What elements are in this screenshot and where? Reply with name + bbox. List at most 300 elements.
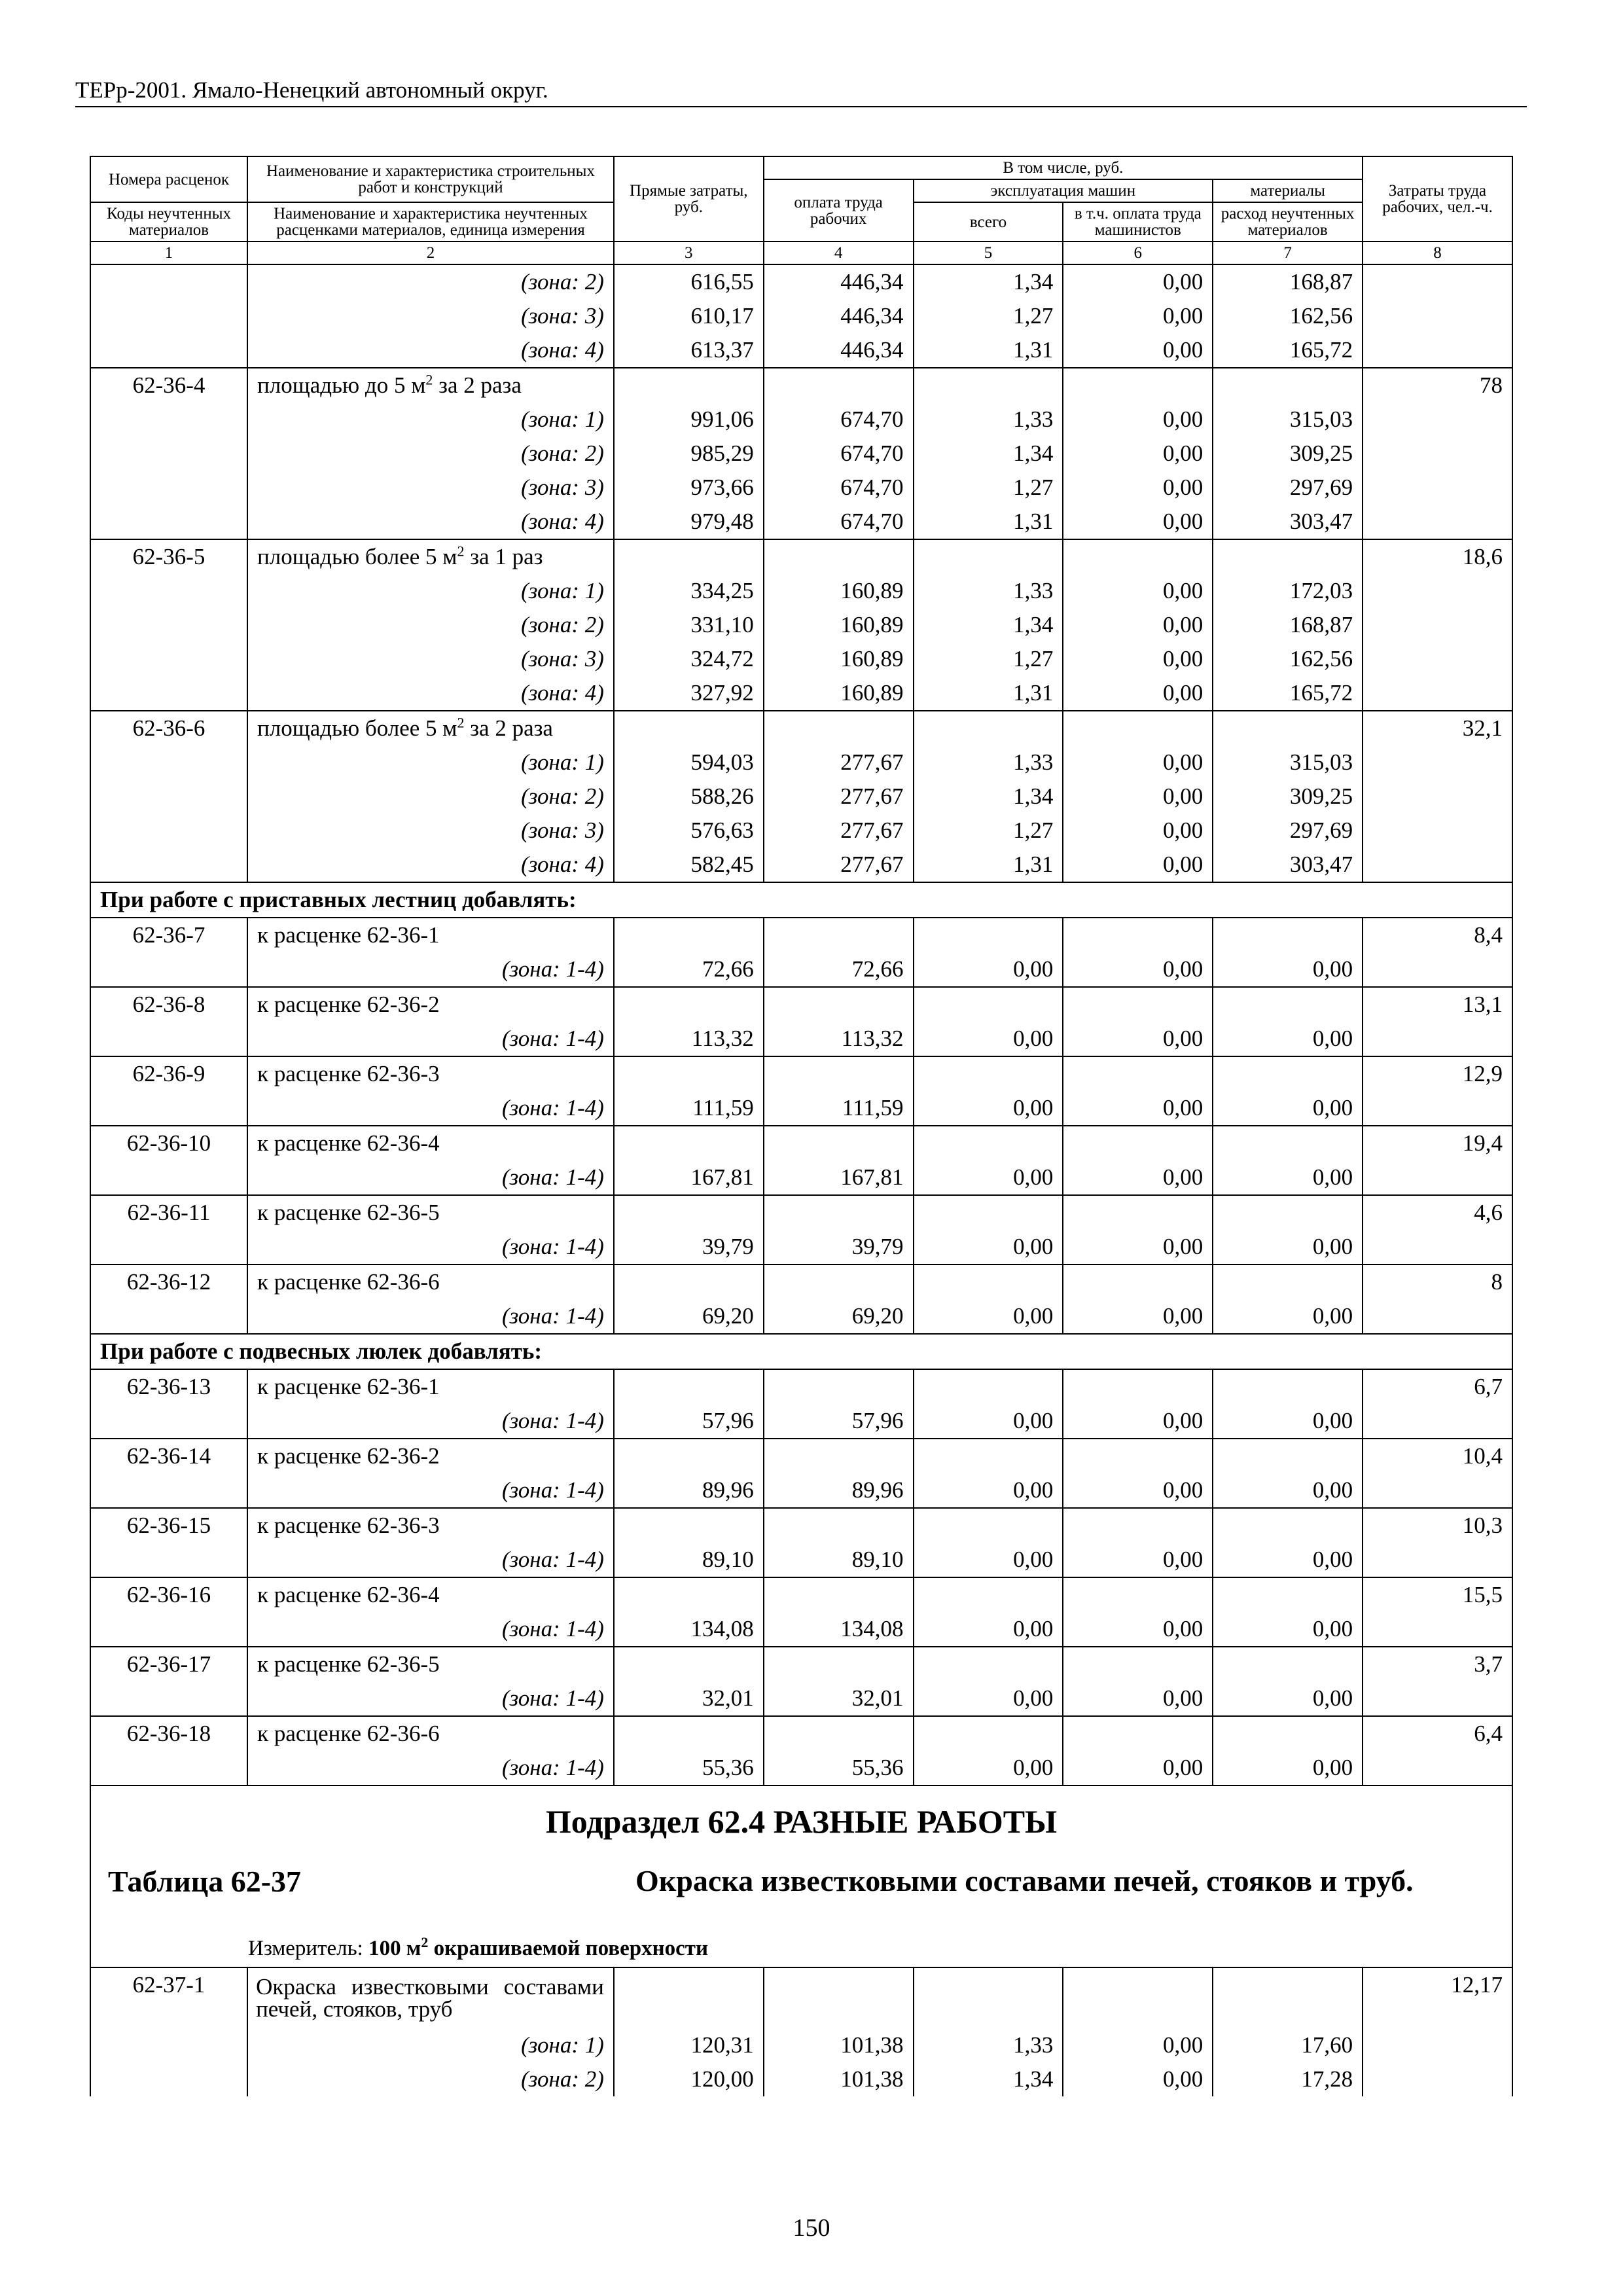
material-cost: 309,25 <box>1213 780 1363 814</box>
rate-code: 62-36-11 <box>90 1195 247 1230</box>
rate-title-row <box>90 1369 1512 1404</box>
wage-cost: 39,79 <box>764 1230 914 1265</box>
empty-cell <box>1063 987 1213 1022</box>
rate-code: 62-36-8 <box>90 987 247 1022</box>
machine-cost: 1,33 <box>914 745 1063 780</box>
measure-line: Измеритель: 100 $м^2$ окрашиваемой поверхности <box>90 1930 1512 1967</box>
machinist-cost: 0,00 <box>1063 2062 1213 2096</box>
machine-cost: 0,00 <box>914 1230 1063 1265</box>
section-cradles <box>90 1334 1512 1369</box>
empty-cell <box>614 1577 764 1612</box>
rate-code: 62-36-9 <box>90 1056 247 1091</box>
zone-label: (зона: 1-4) <box>247 1022 614 1056</box>
subsection-title: Подраздел 62.4 РАЗНЫЕ РАБОТЫ <box>90 1785 1512 1857</box>
material-cost: 162,56 <box>1213 642 1363 676</box>
zone-row <box>90 2062 1512 2096</box>
wage-cost: 160,89 <box>764 574 914 608</box>
wage-cost: 674,70 <box>764 505 914 539</box>
zone-label: (зона: 3) <box>247 471 614 505</box>
section-heading-row <box>90 1334 1512 1369</box>
machine-cost: 0,00 <box>914 1160 1063 1195</box>
direct-cost: 985,29 <box>614 437 764 471</box>
labor-value: 12,9 <box>1363 1056 1512 1091</box>
material-cost: 0,00 <box>1213 1404 1363 1439</box>
empty-cell <box>764 1508 914 1543</box>
material-cost: 0,00 <box>1213 1230 1363 1265</box>
col-num: 2 <box>247 242 614 264</box>
empty-cell <box>1213 918 1363 952</box>
wage-cost: 277,67 <box>764 814 914 848</box>
direct-cost: 120,00 <box>614 2062 764 2096</box>
direct-cost: 331,10 <box>614 608 764 642</box>
machinist-cost: 0,00 <box>1063 1612 1213 1647</box>
section-heading: При работе с приставных лестниц добавлять: <box>90 882 1512 918</box>
empty-cell <box>1063 1265 1213 1299</box>
rate-code: 62-36-4 <box>90 368 247 403</box>
empty-cell <box>764 1126 914 1160</box>
code-cell <box>90 1612 247 1647</box>
wage-cost: 89,10 <box>764 1543 914 1577</box>
rate-code: 62-36-10 <box>90 1126 247 1160</box>
table-header <box>90 156 1512 264</box>
labor-value: 6,7 <box>1363 1369 1512 1404</box>
empty-cell <box>614 1369 764 1404</box>
wage-cost: 446,34 <box>764 264 914 299</box>
hdr-materials: материалы <box>1213 179 1363 202</box>
zone-row <box>90 471 1512 505</box>
zone-label: (зона: 3) <box>247 299 614 333</box>
zone-label: (зона: 1-4) <box>247 1230 614 1265</box>
labor-value: 10,3 <box>1363 1508 1512 1543</box>
rate-code: 62-36-16 <box>90 1577 247 1612</box>
rate-name: к расценке 62-36-6 <box>247 1716 614 1751</box>
empty-cell <box>1213 1647 1363 1681</box>
machine-cost: 1,33 <box>914 574 1063 608</box>
direct-cost: 610,17 <box>614 299 764 333</box>
empty-cell <box>1213 1126 1363 1160</box>
zone-row <box>90 848 1512 882</box>
direct-cost: 616,55 <box>614 264 764 299</box>
material-cost: 168,87 <box>1213 264 1363 299</box>
direct-cost: 39,79 <box>614 1230 764 1265</box>
empty-cell <box>1063 1716 1213 1751</box>
col-num: 3 <box>614 242 764 264</box>
hdr-machines: эксплуатация машин <box>914 179 1213 202</box>
empty-cell <box>764 987 914 1022</box>
zone-label: (зона: 1-4) <box>247 1612 614 1647</box>
rate-name: площадью до 5 $м^2$ за 2 раза <box>247 368 614 403</box>
machinist-cost: 0,00 <box>1063 1022 1213 1056</box>
wage-cost: 277,67 <box>764 848 914 882</box>
labor-cell <box>1363 1091 1512 1126</box>
wage-cost: 32,01 <box>764 1681 914 1716</box>
code-cell <box>90 1681 247 1716</box>
rate-code: 62-36-13 <box>90 1369 247 1404</box>
machine-cost: 1,27 <box>914 642 1063 676</box>
zone-row <box>90 608 1512 642</box>
empty-cell <box>614 918 764 952</box>
zone-label: (зона: 4) <box>247 848 614 882</box>
machinist-cost: 0,00 <box>1063 471 1213 505</box>
labor-cell <box>1363 1543 1512 1577</box>
material-cost: 297,69 <box>1213 814 1363 848</box>
machinist-cost: 0,00 <box>1063 437 1213 471</box>
labor-cell <box>1363 1473 1512 1508</box>
labor-value: 3,7 <box>1363 1647 1512 1681</box>
empty-cell <box>914 1647 1063 1681</box>
zone-row <box>90 1404 1512 1439</box>
hdr-rate-numbers: Номера расценок <box>90 156 247 202</box>
code-cell <box>90 1091 247 1126</box>
machinist-cost: 0,00 <box>1063 1543 1213 1577</box>
machine-cost: 1,27 <box>914 814 1063 848</box>
material-cost: 0,00 <box>1213 1751 1363 1785</box>
wage-cost: 277,67 <box>764 745 914 780</box>
direct-cost: 324,72 <box>614 642 764 676</box>
direct-cost: 334,25 <box>614 574 764 608</box>
empty-cell <box>1213 1716 1363 1751</box>
empty-cell <box>914 1126 1063 1160</box>
zone-label: (зона: 1) <box>247 574 614 608</box>
empty-cell <box>914 1265 1063 1299</box>
machinist-cost: 0,00 <box>1063 1091 1213 1126</box>
machine-cost: 1,27 <box>914 471 1063 505</box>
wage-cost: 674,70 <box>764 403 914 437</box>
empty-cell <box>614 1647 764 1681</box>
direct-cost: 594,03 <box>614 745 764 780</box>
material-cost: 165,72 <box>1213 676 1363 711</box>
code-cell <box>90 1160 247 1195</box>
rate-code: 62-36-15 <box>90 1508 247 1543</box>
labor-value: 18,6 <box>1363 539 1512 574</box>
wage-cost: 167,81 <box>764 1160 914 1195</box>
machinist-cost: 0,00 <box>1063 1299 1213 1334</box>
zone-row <box>90 437 1512 471</box>
rate-group <box>90 539 1512 711</box>
empty-cell <box>614 1439 764 1473</box>
code-cell <box>90 1404 247 1439</box>
rate-name: площадью более 5 $м^2$ за 1 раз <box>247 539 614 574</box>
rate-title-row <box>90 987 1512 1022</box>
machine-cost: 1,31 <box>914 333 1063 368</box>
wage-cost: 101,38 <box>764 2028 914 2062</box>
direct-cost: 973,66 <box>614 471 764 505</box>
zone-row <box>90 1612 1512 1647</box>
rate-code: 62-36-6 <box>90 711 247 745</box>
machinist-cost: 0,00 <box>1063 299 1213 333</box>
machine-cost: 0,00 <box>914 1612 1063 1647</box>
machine-cost: 1,27 <box>914 299 1063 333</box>
col-num: 8 <box>1363 242 1512 264</box>
machinist-cost: 0,00 <box>1063 1751 1213 1785</box>
hdr-material-usage: расход неучтенных материалов <box>1213 202 1363 242</box>
zone-row <box>90 745 1512 780</box>
wage-cost: 113,32 <box>764 1022 914 1056</box>
rate-title-row <box>90 1195 1512 1230</box>
direct-cost: 327,92 <box>614 676 764 711</box>
rate-name: к расценке 62-36-5 <box>247 1647 614 1681</box>
empty-cell <box>914 1369 1063 1404</box>
machinist-cost: 0,00 <box>1063 608 1213 642</box>
page-header: ТЕРр-2001. Ямало-Ненецкий автономный округ. <box>75 77 548 103</box>
empty-cell <box>1063 1126 1213 1160</box>
wage-cost: 57,96 <box>764 1404 914 1439</box>
machine-cost: 0,00 <box>914 1473 1063 1508</box>
zone-row <box>90 403 1512 437</box>
rate-name: к расценке 62-36-3 <box>247 1508 614 1543</box>
labor-cell <box>1363 1681 1512 1716</box>
section-heading-row <box>90 882 1512 918</box>
material-cost: 162,56 <box>1213 299 1363 333</box>
machine-cost: 1,31 <box>914 676 1063 711</box>
hdr-machines-total: всего <box>914 202 1063 242</box>
zone-label: (зона: 1-4) <box>247 1091 614 1126</box>
machine-cost: 0,00 <box>914 952 1063 987</box>
code-cell <box>90 264 247 299</box>
direct-cost: 979,48 <box>614 505 764 539</box>
machine-cost: 1,34 <box>914 608 1063 642</box>
rate-title-row <box>90 711 1512 745</box>
wage-cost: 72,66 <box>764 952 914 987</box>
labor-value: 8 <box>1363 1265 1512 1299</box>
col-num: 4 <box>764 242 914 264</box>
direct-cost: 582,45 <box>614 848 764 882</box>
labor-value: 4,6 <box>1363 1195 1512 1230</box>
rate-code: 62-36-17 <box>90 1647 247 1681</box>
rate-code: 62-36-18 <box>90 1716 247 1751</box>
hdr-direct-costs: Прямые затраты, руб. <box>614 156 764 242</box>
zone-row <box>90 2028 1512 2062</box>
empty-cell <box>914 1195 1063 1230</box>
material-cost: 303,47 <box>1213 848 1363 882</box>
empty-cell <box>914 1056 1063 1091</box>
material-cost: 168,87 <box>1213 608 1363 642</box>
empty-cell <box>914 918 1063 952</box>
rates-table <box>90 156 1513 2096</box>
zone-label: (зона: 1) <box>247 745 614 780</box>
wage-cost: 69,20 <box>764 1299 914 1334</box>
zone-row <box>90 642 1512 676</box>
zone-row <box>90 1091 1512 1126</box>
material-cost: 0,00 <box>1213 1681 1363 1716</box>
material-cost: 0,00 <box>1213 1022 1363 1056</box>
zone-label: (зона: 4) <box>247 676 614 711</box>
hdr-in-that: В том числе, руб. <box>764 156 1363 179</box>
labor-cell <box>1363 264 1512 299</box>
code-cell <box>90 1230 247 1265</box>
zone-row <box>90 952 1512 987</box>
machinist-cost: 0,00 <box>1063 676 1213 711</box>
labor-cell <box>1363 1230 1512 1265</box>
empty-cell <box>1063 1577 1213 1612</box>
col-num: 7 <box>1213 242 1363 264</box>
rate-title-row <box>90 1577 1512 1612</box>
wage-cost: 134,08 <box>764 1612 914 1647</box>
material-cost: 0,00 <box>1213 1612 1363 1647</box>
zone-label: (зона: 2) <box>247 780 614 814</box>
empty-cell <box>1213 1577 1363 1612</box>
machine-cost: 1,34 <box>914 437 1063 471</box>
direct-cost: 32,01 <box>614 1681 764 1716</box>
zone-label: (зона: 1-4) <box>247 952 614 987</box>
machine-cost: 1,31 <box>914 848 1063 882</box>
material-cost: 165,72 <box>1213 333 1363 368</box>
machinist-cost: 0,00 <box>1063 848 1213 882</box>
labor-value: 78 <box>1363 368 1512 403</box>
direct-cost: 576,63 <box>614 814 764 848</box>
material-cost: 315,03 <box>1213 403 1363 437</box>
machinist-cost: 0,00 <box>1063 2028 1213 2062</box>
material-cost: 17,60 <box>1213 2028 1363 2062</box>
labor-cell <box>1363 1022 1512 1056</box>
machinist-cost: 0,00 <box>1063 642 1213 676</box>
labor-value: 19,4 <box>1363 1126 1512 1160</box>
empty-cell <box>1213 1508 1363 1543</box>
zone-label: (зона: 3) <box>247 814 614 848</box>
zone-label: (зона: 1-4) <box>247 1473 614 1508</box>
zone-row <box>90 264 1512 299</box>
zone-label: (зона: 1-4) <box>247 1543 614 1577</box>
material-cost: 0,00 <box>1213 1091 1363 1126</box>
wage-cost: 111,59 <box>764 1091 914 1126</box>
rate-name: к расценке 62-36-3 <box>247 1056 614 1091</box>
direct-cost: 991,06 <box>614 403 764 437</box>
rate-group <box>90 1967 1512 2096</box>
rate-group <box>90 711 1512 882</box>
hdr-material-names: Наименование и характеристика неучтенных расценками материалов, единица измерения <box>247 202 614 242</box>
empty-cell <box>764 1577 914 1612</box>
rate-name: к расценке 62-36-6 <box>247 1265 614 1299</box>
zone-row <box>90 1473 1512 1508</box>
direct-cost: 588,26 <box>614 780 764 814</box>
empty-cell <box>914 1577 1063 1612</box>
empty-cell <box>1213 1195 1363 1230</box>
machinist-cost: 0,00 <box>1063 505 1213 539</box>
material-cost: 17,28 <box>1213 2062 1363 2096</box>
col-num: 5 <box>914 242 1063 264</box>
machine-cost: 0,00 <box>914 1299 1063 1334</box>
hdr-material-codes: Коды неучтенных материалов <box>90 202 247 242</box>
machinist-cost: 0,00 <box>1063 1681 1213 1716</box>
rate-name: к расценке 62-36-1 <box>247 918 614 952</box>
zone-label: (зона: 1-4) <box>247 1751 614 1785</box>
rate-name: к расценке 62-36-4 <box>247 1577 614 1612</box>
empty-cell <box>764 1056 914 1091</box>
rate-title-row <box>90 539 1512 574</box>
labor-value: 15,5 <box>1363 1577 1512 1612</box>
rate-name: к расценке 62-36-4 <box>247 1126 614 1160</box>
direct-cost: 55,36 <box>614 1751 764 1785</box>
zone-label: (зона: 2) <box>247 264 614 299</box>
zone-row <box>90 1160 1512 1195</box>
hdr-machinist-wages: в т.ч. оплата труда машинистов <box>1063 202 1213 242</box>
zone-label: (зона: 4) <box>247 333 614 368</box>
rate-title-row <box>90 1126 1512 1160</box>
empty-cell <box>764 918 914 952</box>
zone-label: (зона: 1) <box>247 403 614 437</box>
machine-cost: 0,00 <box>914 1091 1063 1126</box>
direct-cost: 89,96 <box>614 1473 764 1508</box>
empty-cell <box>1063 1508 1213 1543</box>
rate-title-row <box>90 918 1512 952</box>
wage-cost: 89,96 <box>764 1473 914 1508</box>
empty-cell <box>1213 1265 1363 1299</box>
rate-code: 62-36-12 <box>90 1265 247 1299</box>
machine-cost: 0,00 <box>914 1404 1063 1439</box>
empty-cell <box>1063 1369 1213 1404</box>
cradle-rates <box>90 1369 1512 1785</box>
labor-value: 12,17 <box>1363 1967 1512 2028</box>
rate-title-row <box>90 1265 1512 1299</box>
machine-cost: 1,34 <box>914 2062 1063 2096</box>
zone-row <box>90 1543 1512 1577</box>
labor-cell <box>1363 1160 1512 1195</box>
wage-cost: 674,70 <box>764 437 914 471</box>
zone-row <box>90 676 1512 711</box>
wage-cost: 101,38 <box>764 2062 914 2096</box>
material-cost: 303,47 <box>1213 505 1363 539</box>
zone-label: (зона: 1-4) <box>247 1160 614 1195</box>
machinist-cost: 0,00 <box>1063 1230 1213 1265</box>
zone-label: (зона: 1-4) <box>247 1404 614 1439</box>
wage-cost: 446,34 <box>764 333 914 368</box>
machine-cost: 1,34 <box>914 780 1063 814</box>
machinist-cost: 0,00 <box>1063 745 1213 780</box>
labor-cell <box>1363 1612 1512 1647</box>
code-cell <box>90 1022 247 1056</box>
machine-cost: 1,33 <box>914 403 1063 437</box>
rate-title-row <box>90 1439 1512 1473</box>
empty-cell <box>764 1369 914 1404</box>
material-cost: 297,69 <box>1213 471 1363 505</box>
rate-title-row <box>90 1508 1512 1543</box>
page-number: 150 <box>793 2214 830 2242</box>
direct-cost: 72,66 <box>614 952 764 987</box>
empty-cell <box>764 1716 914 1751</box>
code-cell <box>90 1543 247 1577</box>
header-rule <box>75 106 1527 107</box>
direct-cost: 113,32 <box>614 1022 764 1056</box>
rate-title-row <box>90 368 1512 403</box>
zone-label: (зона: 1-4) <box>247 1299 614 1334</box>
empty-cell <box>614 1056 764 1091</box>
zone-row <box>90 1022 1512 1056</box>
empty-cell <box>614 1508 764 1543</box>
direct-cost: 120,31 <box>614 2028 764 2062</box>
empty-cell <box>1063 1647 1213 1681</box>
rate-title-row <box>90 1716 1512 1751</box>
machinist-cost: 0,00 <box>1063 1473 1213 1508</box>
labor-value: 10,4 <box>1363 1439 1512 1473</box>
machinist-cost: 0,00 <box>1063 1404 1213 1439</box>
machine-cost: 0,00 <box>914 1543 1063 1577</box>
zone-label: (зона: 2) <box>247 608 614 642</box>
machinist-cost: 0,00 <box>1063 1160 1213 1195</box>
empty-cell <box>914 1439 1063 1473</box>
zone-row <box>90 814 1512 848</box>
code-cell <box>90 1473 247 1508</box>
zone-row <box>90 1681 1512 1716</box>
machinist-cost: 0,00 <box>1063 814 1213 848</box>
code-cell <box>90 1751 247 1785</box>
direct-cost: 57,96 <box>614 1404 764 1439</box>
wage-cost: 160,89 <box>764 642 914 676</box>
empty-cell <box>614 1265 764 1299</box>
machinist-cost: 0,00 <box>1063 264 1213 299</box>
rate-name: площадью более 5 $м^2$ за 2 раза <box>247 711 614 745</box>
table-number: Таблица 62-37 <box>108 1865 302 1898</box>
zone-row <box>90 333 1512 368</box>
